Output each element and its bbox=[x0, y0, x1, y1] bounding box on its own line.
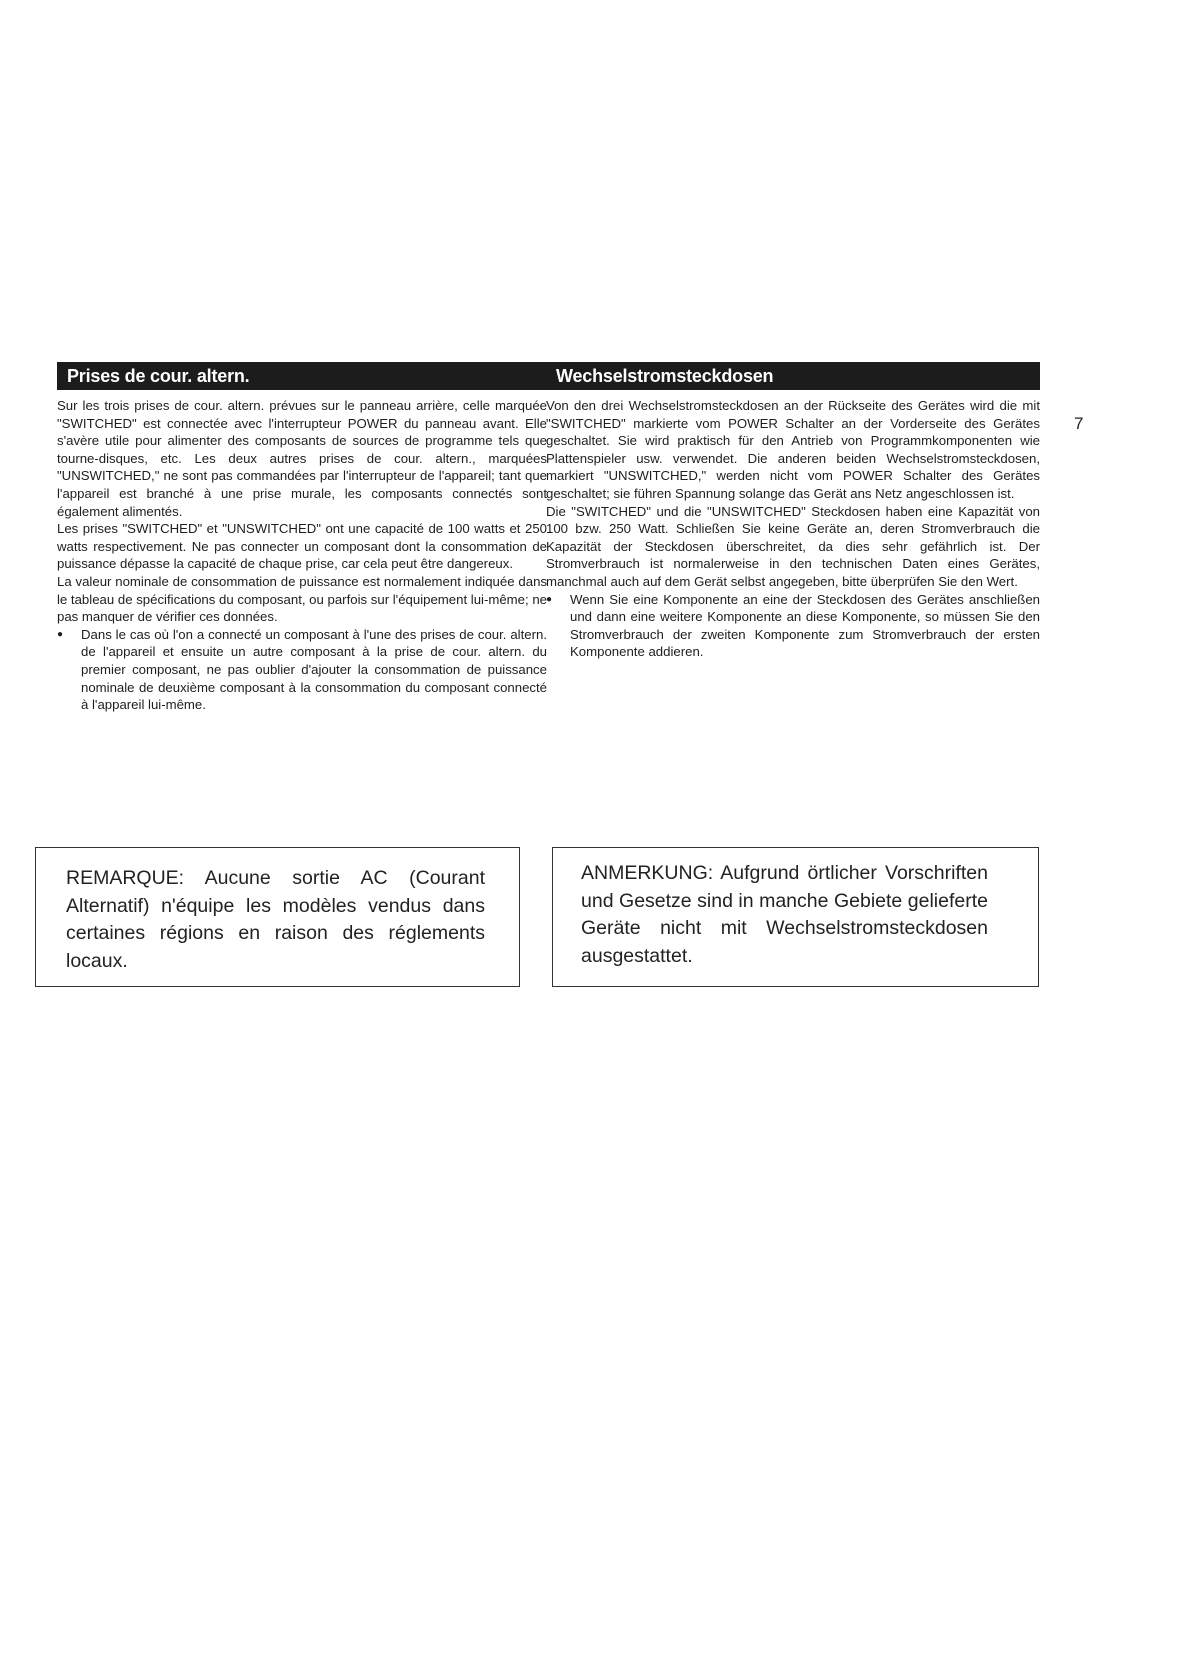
page-number: 7 bbox=[1074, 414, 1084, 433]
bullet-item bbox=[57, 626, 547, 714]
bullet-icon: ● bbox=[57, 628, 64, 640]
section-heading: Wechselstromsteckdosen bbox=[546, 362, 1040, 390]
section-french bbox=[57, 362, 547, 714]
note-box-french bbox=[35, 847, 520, 987]
note-box-german bbox=[552, 847, 1039, 987]
section-body bbox=[57, 397, 547, 714]
bullet-text: Dans le cas où l'on a connecté un composant à l'une des prises de cour. altern. de l'appareil et ensuite un autre composant à la prise de cour. altern. du premier composant, ne pas oublier d'ajouter la consommation de puissance nominale de deuxième composant à la consommation du composant connecté à l'appareil lui-même. bbox=[81, 626, 547, 713]
section-german bbox=[546, 362, 1040, 661]
note-text: REMARQUE: Aucune sortie AC (Courant Alternatif) n'équipe les modèles vendus dans certaines régions en raison des réglements locaux. bbox=[66, 867, 485, 972]
bullet-text: Wenn Sie eine Komponente an eine der Steckdosen des Gerätes anschließen und dann eine weitere Komponente an diese Komponente, so müssen Sie den Stromverbrauch der zweiten Komponente zum Stromverbrauch der ersten Komponente addieren. bbox=[570, 591, 1040, 660]
paragraph: La valeur nominale de consommation de puissance est normalement indiquée dans le tableau de spécifications du composant, ou parfois sur l'équipement lui-même; ne pas manquer de vérifier ces données. bbox=[57, 573, 547, 625]
note-text: ANMERKUNG: Aufgrund örtlicher Vorschriften und Gesetze sind in manche Gebiete gelieferte Geräte nicht mit Wechselstromsteckdosen ausgestattet. bbox=[581, 862, 988, 967]
paragraph: Sur les trois prises de cour. altern. prévues sur le panneau arrière, celle marquée "SWITCHED" est connectée avec l'interrupteur POWER du panneau avant. Elle s'avère utile pour alimenter des composants de sources de programme tels que tourne-disques, etc. Les deux autres prises de cour. altern., marquées "UNSWITCHED," ne sont pas commandées par l'interrupteur de l'appareil; tant que l'appareil est branché à une prise murale, les composants connectés sont également alimentés. bbox=[57, 398, 547, 519]
paragraph: Die "SWITCHED" und die "UNSWITCHED" Steckdosen haben eine Kapazität von 100 bzw. 250 Watt. Schließen Sie keine Geräte an, deren Stromverbrauch die Kapazität der Steckdosen überschreitet, da dies sehr gefährlich ist. Der Stromverbrauch ist normalerweise in den technischen Daten eines Gerätes, manchmal auch auf dem Gerät selbst angegeben, bitte überprüfen Sie den Wert. bbox=[546, 503, 1040, 589]
bullet-item bbox=[546, 591, 1040, 661]
paragraph: Les prises "SWITCHED" et "UNSWITCHED" ont une capacité de 100 watts et 250 watts respectivement. Ne pas connecter un composant dont la consommation de puissance dépasse la capacité de chaque prise, car cela peut être dangereux. bbox=[57, 521, 547, 572]
section-heading: Prises de cour. altern. bbox=[57, 362, 547, 390]
paragraph: Von den drei Wechselstromsteckdosen an der Rückseite des Gerätes wird die mit "SWITCHED" markierte vom POWER Schalter an der Vorderseite des Gerätes geschaltet. Sie wird praktisch für den Antrieb von Programmkomponenten wie Plattenspieler usw. verwendet. Die anderen beiden Wechselstromsteckdosen, markiert "UNSWITCHED," werden nicht vom POWER Schalter des Gerätes geschaltet; sie führen Spannung solange das Gerät ans Netz angeschlossen ist. bbox=[546, 398, 1040, 501]
bullet-icon: ● bbox=[546, 593, 553, 605]
section-body bbox=[546, 397, 1040, 661]
